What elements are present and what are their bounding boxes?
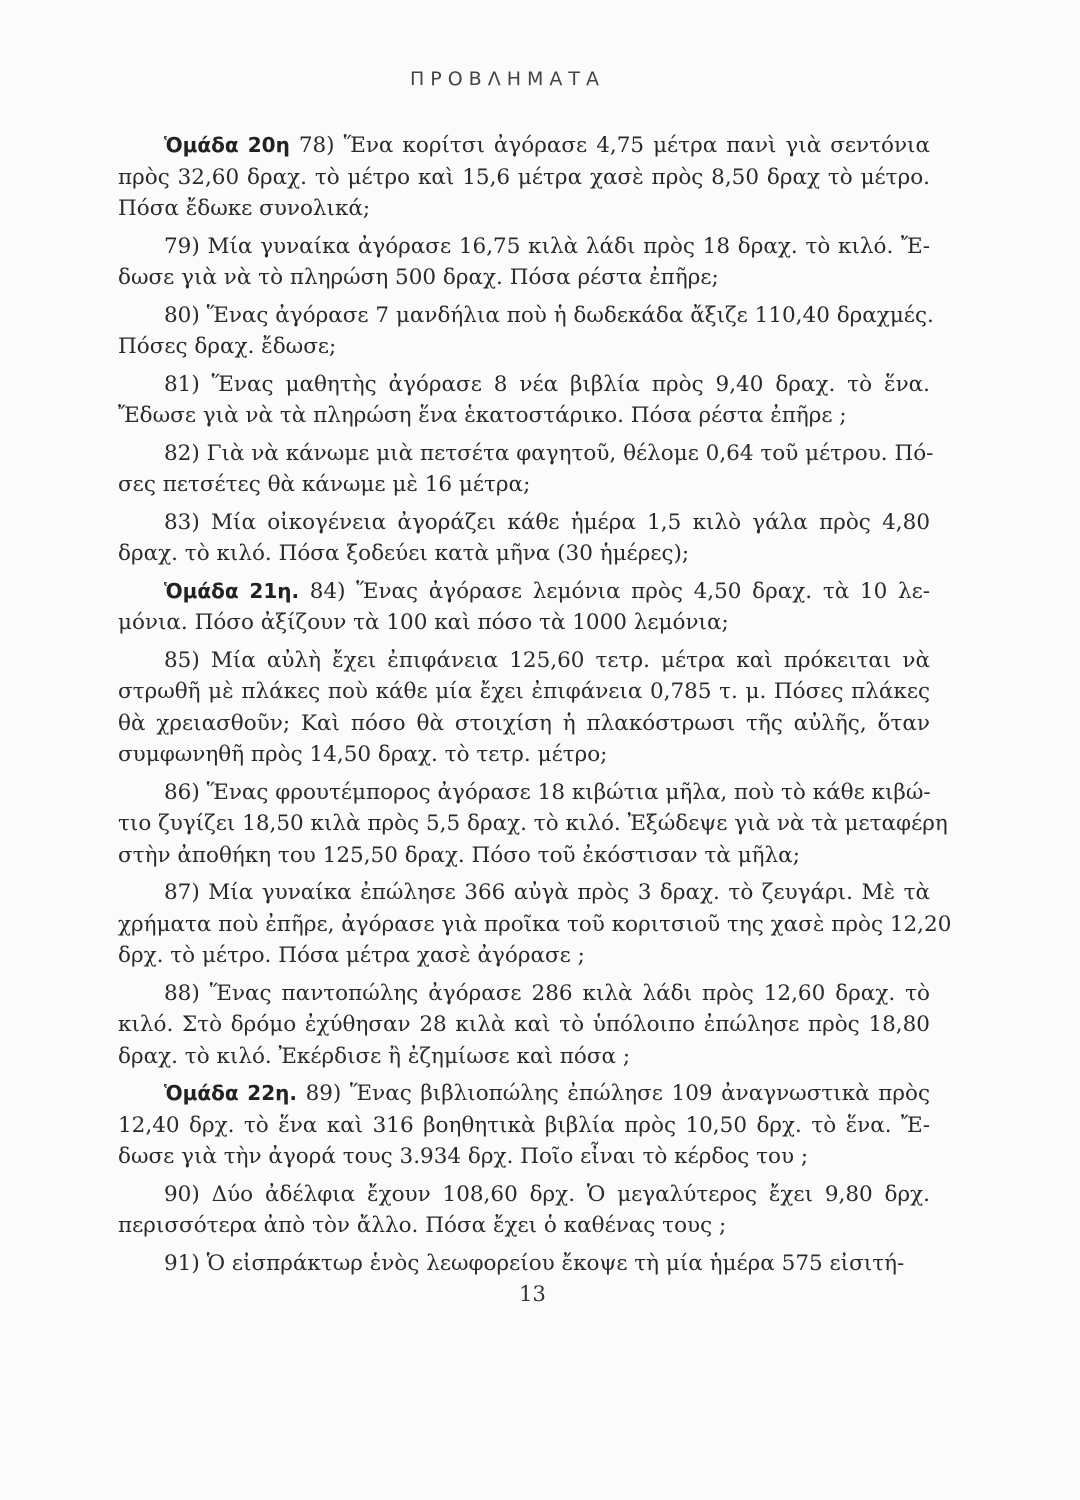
- text-line: [118, 777, 930, 809]
- line-text: θὰ χρειασθοῦν; Καὶ πόσο θὰ στοιχίση ἡ πλακόστρωσι τῆς αὐλῆς, ὅταν: [118, 710, 930, 736]
- text-line: [118, 676, 930, 708]
- text-line: [118, 739, 930, 771]
- text-line: [118, 645, 930, 677]
- text-line: [118, 576, 930, 608]
- text-line: [118, 231, 930, 263]
- text-line: [118, 607, 930, 639]
- line-text: τιο ζυγίζει 18,50 κιλὰ πρὸς 5,5 δραχ. τὸ κιλό. Ἐξώδεψε γιὰ νὰ τὰ μεταφέρη: [118, 811, 948, 836]
- text-line: [118, 1210, 930, 1242]
- line-text: μόνια. Πόσο ἀξίζουν τὰ 100 καὶ πόσο τὰ 1000 λεμόνια;: [118, 610, 729, 635]
- line-text: 84) Ἕνας ἀγόρασε λεμόνια πρὸς 4,50 δραχ. τὰ 10 λε-: [299, 578, 931, 604]
- text-line: [118, 193, 930, 225]
- text-line: [118, 1009, 930, 1041]
- line-text: 12,40 δρχ. τὸ ἕνα καὶ 316 βοηθητικὰ βιβλία πρὸς 10,50 δρχ. τὸ ἕνα. Ἔ-: [118, 1112, 930, 1138]
- text-line: [118, 808, 948, 840]
- line-text: Πόσες δραχ. ἔδωσε;: [118, 334, 337, 359]
- line-text: συμφωνηθῆ πρὸς 14,50 δραχ. τὸ τετρ. μέτρο;: [118, 742, 608, 767]
- line-text: στὴν ἀποθήκη του 125,50 δραχ. Πόσο τοῦ ἐκόστισαν τὰ μῆλα;: [118, 842, 800, 868]
- line-text: χρήματα ποὺ ἐπῆρε, ἀγόρασε γιὰ προῖκα τοῦ κοριτσιοῦ της χασὲ πρὸς 12,20: [118, 911, 952, 937]
- line-text: περισσότερα ἀπὸ τὸν ἄλλο. Πόσα ἔχει ὁ καθένας τους ;: [118, 1213, 727, 1238]
- text-line: [118, 262, 930, 294]
- text-line: [118, 708, 930, 740]
- text-line: [118, 438, 934, 470]
- text-line: [118, 331, 930, 363]
- text-line: [118, 469, 930, 501]
- group-heading: Ὁμάδα 20η: [164, 133, 290, 157]
- group-heading: Ὁμάδα 21η.: [164, 578, 300, 603]
- group-heading: Ὁμάδα 22η.: [164, 1081, 297, 1105]
- line-text: Ἔδωσε γιὰ νὰ τὰ πληρώση ἕνα ἑκατοστάρικο. Πόσα ρέστα ἐπῆρε ;: [118, 403, 847, 428]
- page-number: 13: [519, 1282, 546, 1306]
- line-text: δραχ. τὸ κιλό. Πόσα ξοδεύει κατὰ μῆνα (30 ἡμέρες);: [118, 541, 690, 566]
- line-text: 81) Ἕνας μαθητὴς ἀγόρασε 8 νέα βιβλία πρὸς 9,40 δραχ. τὸ ἕνα.: [164, 371, 930, 397]
- line-text: 88) Ἕνας παντοπώλης ἀγόρασε 286 κιλὰ λάδι πρὸς 12,60 δραχ. τὸ: [164, 980, 930, 1006]
- line-text: 80) Ἕνας ἀγόρασε 7 μανδήλια ποὺ ἡ δωδεκάδα ἄξιζε 110,40 δραχμές.: [164, 302, 934, 328]
- text-line: [118, 1078, 930, 1110]
- line-text: 91) Ὁ εἰσπράκτωρ ἑνὸς λεωφορείου ἔκοψε τὴ μία ἡμέρα 575 εἰσιτή-: [164, 1250, 905, 1276]
- text-line: [118, 400, 930, 432]
- text-line: [118, 1110, 930, 1142]
- text-line: [118, 940, 930, 972]
- line-text: 78) Ἕνα κορίτσι ἀγόρασε 4,75 μέτρα πανὶ γιὰ σεντόνια: [289, 133, 930, 158]
- line-text: 86) Ἕνας φρουτέμπορος ἀγόρασε 18 κιβώτια μῆλα, ποὺ τὸ κάθε κιβώ-: [164, 779, 931, 805]
- text-line: [118, 300, 934, 332]
- line-text: Πόσα ἔδωκε συνολικά;: [118, 196, 371, 221]
- text-line: [118, 538, 930, 570]
- line-text: στρωθῆ μὲ πλάκες ποὺ κάθε μία ἔχει ἐπιφάνεια 0,785 τ. μ. Πόσες πλάκες: [118, 679, 930, 704]
- text-line: [118, 840, 930, 872]
- line-text: 83) Μία οἰκογένεια ἀγοράζει κάθε ἡμέρα 1,5 κιλὸ γάλα πρὸς 4,80: [164, 509, 930, 535]
- text-line: [118, 130, 930, 162]
- line-text: 85) Μία αὐλὴ ἔχει ἐπιφάνεια 125,60 τετρ. μέτρα καὶ πρόκειται νὰ: [164, 647, 930, 673]
- line-text: πρὸς 32,60 δραχ. τὸ μέτρο καὶ 15,6 μέτρα χασὲ πρὸς 8,50 δραχ τὸ μέτρο.: [118, 164, 930, 190]
- problems-text: [118, 130, 952, 1279]
- line-text: 79) Μία γυναίκα ἀγόρασε 16,75 κιλὰ λάδι πρὸς 18 δραχ. τὸ κιλό. Ἔ-: [164, 233, 930, 259]
- text-line: [118, 162, 930, 194]
- text-line: [118, 978, 930, 1010]
- text-line: [118, 1248, 930, 1280]
- line-text: δρχ. τὸ μέτρο. Πόσα μέτρα χασὲ ἀγόρασε ;: [118, 943, 585, 968]
- line-text: 82) Γιὰ νὰ κάνωμε μιὰ πετσέτα φαγητοῦ, θέλομε 0,64 τοῦ μέτρου. Πό-: [164, 440, 934, 466]
- line-text: κιλό. Στὸ δρόμο ἐχύθησαν 28 κιλὰ καὶ τὸ ὑπόλοιπο ἐπώλησε πρὸς 18,80: [118, 1012, 930, 1037]
- text-line: [118, 1141, 930, 1173]
- text-line: [118, 369, 930, 401]
- line-text: δωσε γιὰ νὰ τὸ πληρώση 500 δραχ. Πόσα ρέστα ἐπῆρε;: [118, 265, 719, 290]
- text-line: [118, 909, 952, 941]
- line-text: 89) Ἕνας βιβλιοπώλης ἐπώλησε 109 ἀναγνωστικὰ πρὸς: [296, 1081, 930, 1106]
- line-text: 90) Δύο ἀδέλφια ἔχουν 108,60 δρχ. Ὁ μεγαλύτερος ἔχει 9,80 δρχ.: [164, 1181, 930, 1207]
- text-line: [118, 507, 930, 539]
- line-text: σες πετσέτες θὰ κάνωμε μὲ 16 μέτρα;: [118, 472, 531, 497]
- line-text: 87) Μία γυναίκα ἐπώλησε 366 αὐγὰ πρὸς 3 δραχ. τὸ ζευγάρι. Μὲ τὰ: [164, 880, 930, 905]
- text-line: [118, 1041, 930, 1073]
- line-text: δραχ. τὸ κιλό. Ἐκέρδισε ἢ ἐζημίωσε καὶ πόσα ;: [118, 1043, 631, 1069]
- line-text: δωσε γιὰ τὴν ἀγορά τους 3.934 δρχ. Ποῖο εἶναι τὸ κέρδος του ;: [118, 1144, 809, 1169]
- page-header: ΠΡΟΒΛΗΜΑΤΑ: [409, 68, 605, 90]
- text-line: [118, 1179, 930, 1211]
- text-line: [118, 877, 930, 909]
